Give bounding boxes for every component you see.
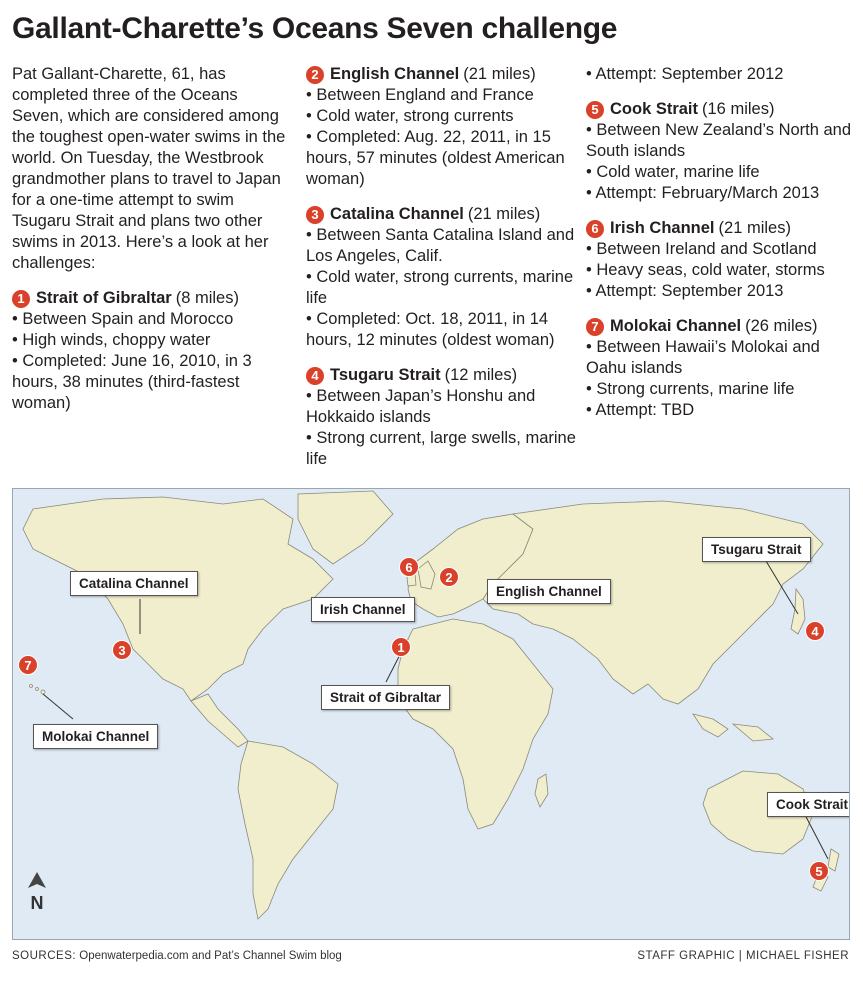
swim-bullet: • Attempt: TBD xyxy=(586,401,695,419)
north-arrow xyxy=(28,872,46,914)
callout-catalina: Catalina Channel xyxy=(70,571,198,596)
callout-gibraltar: Strait of Gibraltar xyxy=(321,685,450,710)
text-column-3 xyxy=(586,64,856,435)
swim-bullet: • Attempt: February/March 2013 xyxy=(586,184,820,202)
swim-bullet: • Cold water, strong currents xyxy=(306,107,514,125)
swim-section-4 xyxy=(306,365,581,470)
sources-line xyxy=(12,950,342,962)
swim-bullet: • Between England and France xyxy=(306,86,534,104)
map-pin-6: 6 xyxy=(399,557,419,577)
callout-irish: Irish Channel xyxy=(311,597,415,622)
credit-line xyxy=(637,950,849,962)
swim-distance: (16 miles) xyxy=(702,100,775,118)
swim-bullet: • Completed: Aug. 22, 2011, in 15 hours, 57 minutes (oldest American woman) xyxy=(306,128,565,188)
credit-name: MICHAEL FISHER xyxy=(745,950,849,962)
swim-distance: (21 miles) xyxy=(467,205,541,223)
swim-distance: (21 miles) xyxy=(718,219,791,237)
swim-distance: (21 miles) xyxy=(463,65,536,83)
swim-name: Molokai Channel xyxy=(610,317,742,335)
sources-text: Openwaterpedia.com and Pat’s Channel Swim blog xyxy=(79,950,342,962)
swim-section-7 xyxy=(586,316,856,421)
swim-number-badge: 3 xyxy=(306,206,324,224)
swim-bullet: • Between Santa Catalina Island and Los Angeles, Calif. xyxy=(306,226,575,265)
swim-name: Tsugaru Strait xyxy=(330,366,441,384)
swim-bullet: • Between Hawaii’s Molokai and Oahu islands xyxy=(586,338,820,377)
map-pin-2: 2 xyxy=(439,567,459,587)
credit-label: STAFF GRAPHIC xyxy=(637,950,736,962)
swim-bullet: • Completed: June 16, 2010, in 3 hours, 38 minutes (third-fastest woman) xyxy=(12,352,252,412)
swim-distance: (8 miles) xyxy=(175,289,239,307)
swim-number-badge: 1 xyxy=(12,290,30,308)
swim-section-3 xyxy=(306,204,581,351)
swim-distance: (26 miles) xyxy=(745,317,818,335)
swim-name: Catalina Channel xyxy=(330,205,464,223)
page-title: Gallant-Charette’s Oceans Seven challenge xyxy=(12,12,618,45)
callout-cook: Cook Strait xyxy=(767,792,850,817)
swim-bullet: • Cold water, marine life xyxy=(586,163,760,181)
swim-section-1 xyxy=(12,288,292,414)
swim-bullet: • Completed: Oct. 18, 2011, in 14 hours, 12 minutes (oldest woman) xyxy=(306,310,555,349)
swim-section-5 xyxy=(586,99,856,204)
swim-number-badge: 6 xyxy=(586,220,604,238)
swim-name: Cook Strait xyxy=(610,100,699,118)
swim-section-4-continued xyxy=(586,64,856,85)
north-arrow-icon xyxy=(28,872,46,888)
swim-number-badge: 4 xyxy=(306,367,324,385)
swim-bullet: • Attempt: September 2012 xyxy=(586,65,784,83)
text-column-1 xyxy=(12,64,292,428)
swim-bullet: • Attempt: September 2013 xyxy=(586,282,784,300)
swim-bullet: • Between Spain and Morocco xyxy=(12,310,234,328)
map-pin-3: 3 xyxy=(112,640,132,660)
swim-bullet: • High winds, choppy water xyxy=(12,331,211,349)
map-pin-4: 4 xyxy=(805,621,825,641)
north-label: N xyxy=(30,893,44,913)
swim-bullet: • Strong currents, marine life xyxy=(586,380,795,398)
swim-number-badge: 2 xyxy=(306,66,324,84)
map-pin-1: 1 xyxy=(391,637,411,657)
swim-name: English Channel xyxy=(330,65,460,83)
swim-number-badge: 5 xyxy=(586,101,604,119)
intro-paragraph: Pat Gallant-Charette, 61, has completed three of the Oceans Seven, which are considered among the toughest open-water swims in the world. On Tuesday, the Westbrook grandmother plans to travel to Japan for a one-time attempt to swim Tsugaru Strait and plans two other swims in 2013. Here’s a look at her challenges: xyxy=(12,65,286,272)
swim-distance: (12 miles) xyxy=(444,366,518,384)
swim-bullet: • Cold water, strong currents, marine life xyxy=(306,268,574,307)
map-pin-5: 5 xyxy=(809,861,829,881)
callout-english: English Channel xyxy=(487,579,611,604)
credit-separator: | xyxy=(738,950,743,962)
world-map xyxy=(12,488,850,940)
swim-section-6 xyxy=(586,218,856,302)
swim-bullet: • Between New Zealand’s North and South islands xyxy=(586,121,852,160)
swim-bullet: • Strong current, large swells, marine life xyxy=(306,429,576,468)
text-column-2 xyxy=(306,64,581,484)
swim-section-2 xyxy=(306,64,581,190)
sources-label: SOURCES: xyxy=(12,950,77,962)
swim-bullet: • Between Japan’s Honshu and Hokkaido islands xyxy=(306,387,536,426)
callout-tsugaru: Tsugaru Strait xyxy=(702,537,811,562)
callout-molokai: Molokai Channel xyxy=(33,724,158,749)
swim-bullet: • Heavy seas, cold water, storms xyxy=(586,261,825,279)
map-pin-7: 7 xyxy=(18,655,38,675)
swim-number-badge: 7 xyxy=(586,318,604,336)
swim-name: Strait of Gibraltar xyxy=(36,289,172,307)
swim-bullet: • Between Ireland and Scotland xyxy=(586,240,817,258)
swim-name: Irish Channel xyxy=(610,219,715,237)
